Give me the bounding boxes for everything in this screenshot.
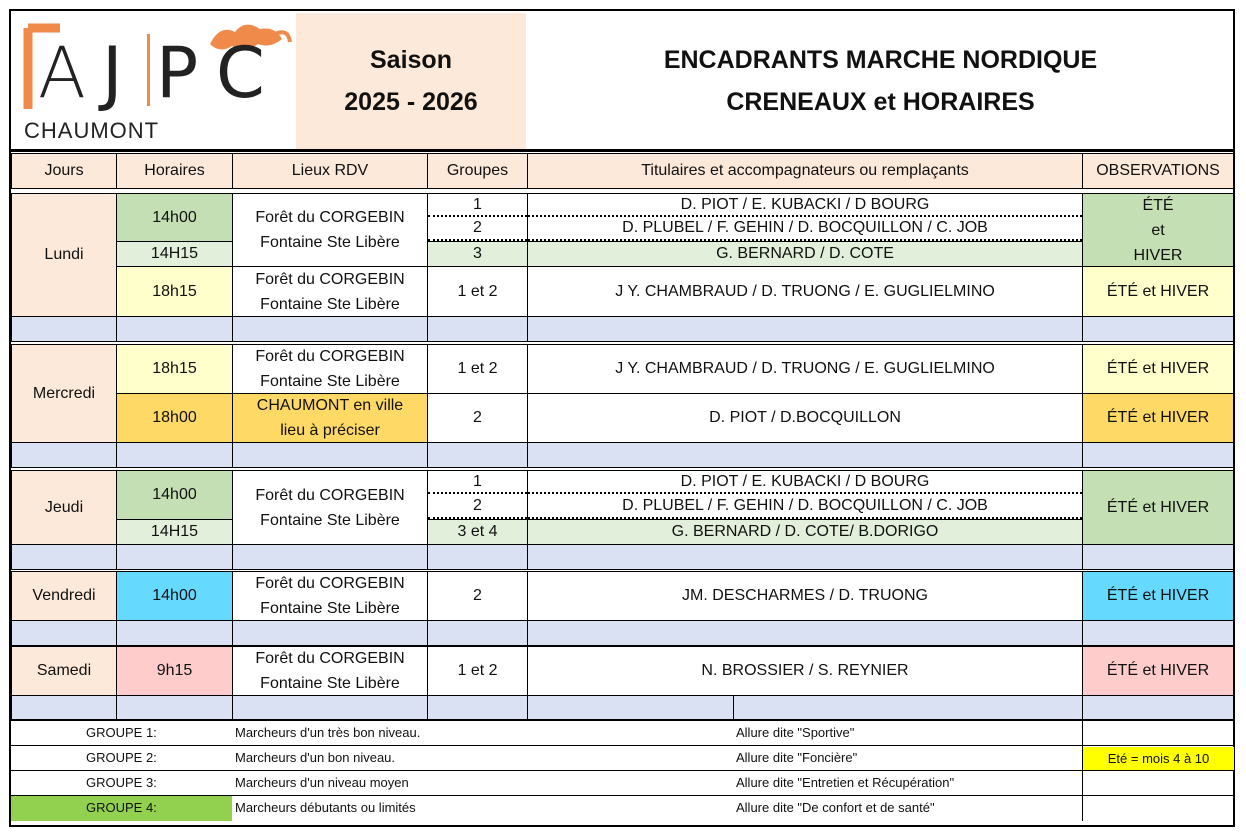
mercredi-obs-2: ÉTÉ et HIVER [1082,393,1234,443]
vendredi-time: 14h00 [116,571,233,621]
samedi-group: 1 et 2 [427,646,528,696]
location-line2: Fontaine Ste Libère [260,511,400,529]
vendredi-obs: ÉTÉ et HIVER [1082,571,1234,621]
spacer-row [527,620,1083,646]
mercredi-obs-1: ÉTÉ et HIVER [1082,344,1234,394]
col-header-titulaires: Titulaires et accompagnateurs ou remplaçants [527,153,1083,189]
mercredi-time-1: 18h15 [116,344,233,394]
jeudi-group-3: 3 et 4 [427,519,528,545]
lundi-group-3: 3 [427,241,528,267]
jeudi-group-1: 1 [428,471,527,494]
legend-row [11,721,1234,746]
location-line1: Forêt du CORGEBIN [255,486,405,504]
lundi-person-1: D. PIOT / E. KUBACKI / D BOURG [528,194,1082,217]
jeudi-time-1: 14h00 [116,470,233,520]
lundi-time-3: 18h15 [116,266,233,317]
lundi-group-4: 1 et 2 [427,266,528,317]
spacer-row [1082,316,1234,342]
jeudi-location [232,470,428,545]
day-mercredi: Mercredi [11,344,117,443]
spacer-row [527,695,734,720]
col-header-horaires: Horaires [116,153,233,189]
legend-pace: Allure dite "De confort et de santé" [736,800,935,815]
spacer-row [1082,695,1234,720]
location-line2: Fontaine Ste Libère [260,234,400,251]
legend-desc: Marcheurs d'un niveau moyen [235,775,409,790]
location-line2: lieu à préciser [280,422,380,439]
spacer-row [1082,620,1234,646]
legend-note-column [1082,721,1234,821]
lundi-location-2 [232,266,428,317]
spacer-row [427,620,528,646]
jeudi-person-3: G. BERNARD / D. COTE/ B.DORIGO [527,519,1083,545]
jeudi-time-2: 14H15 [116,519,233,545]
lundi-time-1: 14h00 [116,193,233,242]
spacer-row [1082,544,1234,570]
logo [20,14,295,144]
lundi-group-2: 2 [428,217,527,241]
lundi-location-1 [232,193,428,267]
location-line1: Forêt du CORGEBIN [255,575,405,592]
legend-desc: Marcheurs d'un très bon niveau. [235,725,421,740]
spacer-row [527,442,1083,468]
spacer-row [427,695,528,720]
legend-group: GROUPE 3: [86,775,157,790]
jeudi-person-1: D. PIOT / E. KUBACKI / D BOURG [528,471,1082,494]
spacer-row [11,316,117,342]
summer-note: Eté = mois 4 à 10 [1083,747,1234,770]
location-line1: Forêt du CORGEBIN [255,209,405,226]
legend-row [11,771,1234,796]
header-divider [10,149,1234,152]
legend-row [11,746,1234,771]
col-header-jours: Jours [11,153,117,189]
location-line1: Forêt du CORGEBIN [255,270,405,288]
samedi-time: 9h15 [116,646,233,696]
lundi-groups-border [427,193,528,242]
vendredi-person: JM. DESCHARMES / D. TRUONG [527,571,1083,621]
season-label: Saison [370,46,452,74]
day-samedi: Samedi [11,646,117,696]
lundi-obs-1 [1082,193,1234,267]
lundi-person-4: J Y. CHAMBRAUD / D. TRUONG / E. GUGLIELMINO [527,266,1083,317]
vendredi-group: 2 [427,571,528,621]
lundi-group-1: 1 [428,194,527,217]
legend-group: GROUPE 4: [86,800,157,815]
logo-letter-j: J [102,32,123,114]
lundi-person-2: D. PLUBEL / F. GEHIN / D. BOCQUILLON / C. JOB [528,217,1082,241]
lundi-person-3: G. BERNARD / D. COTE [527,241,1083,267]
spacer-row [116,544,233,570]
location-line2: Fontaine Ste Libère [260,675,400,692]
obs-line2: et [1151,221,1165,239]
samedi-location [232,646,428,696]
mercredi-group-2: 2 [427,393,528,443]
title-line1: ENCADRANTS MARCHE NORDIQUE [663,46,1098,74]
jeudi-persons-border [527,470,1083,520]
spacer-row [232,544,428,570]
logo-city: CHAUMONT [24,118,160,143]
season-box [296,13,526,149]
logo-letter-p: P [156,32,199,114]
title-line2: CRENEAUX et HORAIRES [726,88,1035,116]
spacer-row [11,544,117,570]
obs-line3: HIVER [1133,246,1183,264]
day-jeudi: Jeudi [11,470,117,545]
spacer-row [116,316,233,342]
mercredi-time-2: 18h00 [116,393,233,443]
mercredi-person-1: J Y. CHAMBRAUD / D. TRUONG / E. GUGLIELMINO [527,344,1083,394]
jeudi-groups-border [427,470,528,520]
legend-pace: Allure dite "Sportive" [736,725,855,740]
legend-pace: Allure dite "Entretien et Récupération" [736,775,955,790]
spacer-row [116,442,233,468]
jeudi-obs: ÉTÉ et HIVER [1082,470,1234,545]
page-title [528,13,1233,149]
day-lundi: Lundi [11,193,117,317]
mercredi-location-1 [232,344,428,394]
spacer-row [232,442,428,468]
mercredi-person-2: D. PIOT / D.BOCQUILLON [527,393,1083,443]
legend-desc: Marcheurs débutants ou limités [235,800,416,815]
spacer-row [427,544,528,570]
obs-line1: ÉTÉ [1142,196,1174,214]
location-line2: Fontaine Ste Libère [260,373,400,390]
spacer-row [232,620,428,646]
spacer-row [427,442,528,468]
legend-desc: Marcheurs d'un bon niveau. [235,750,396,765]
spacer-row [232,695,428,720]
lundi-persons-border [527,193,1083,242]
samedi-person: N. BROSSIER / S. REYNIER [527,646,1083,696]
samedi-obs: ÉTÉ et HIVER [1082,646,1234,696]
logo-letter-c: C [216,32,265,114]
logo-letter-a: A [38,32,86,114]
spacer-row [527,316,1083,342]
spacer-row [11,695,117,720]
legend-group: GROUPE 2: [86,750,157,765]
spacer-row [11,620,117,646]
col-header-groupes: Groupes [427,153,528,189]
lundi-time-2: 14H15 [116,241,233,267]
legend-row [11,796,1234,821]
lundi-obs-2: ÉTÉ et HIVER [1082,266,1234,317]
location-line1: CHAUMONT en ville [256,397,404,414]
jeudi-person-2: D. PLUBEL / F. GEHIN / D. BOCQUILLON / C. JOB [528,494,1082,519]
spacer-row [232,316,428,342]
spacer-row [527,544,1083,570]
vendredi-location [232,571,428,621]
location-line2: Fontaine Ste Libère [260,600,400,617]
spacer-row [733,695,1083,720]
location-line1: Forêt du CORGEBIN [255,348,405,365]
location-line1: Forêt du CORGEBIN [255,650,405,667]
jeudi-group-2: 2 [428,494,527,519]
location-line2: Fontaine Ste Libère [260,295,400,313]
spacer-row [427,316,528,342]
spacer-row [1082,442,1234,468]
spacer-row [11,442,117,468]
logo-separator [147,34,150,106]
legend-group: GROUPE 1: [86,725,157,740]
col-header-lieux: Lieux RDV [232,153,428,189]
season-years: 2025 - 2026 [344,88,478,116]
legend-pace: Allure dite "Foncière" [736,750,858,765]
spacer-row [116,695,233,720]
mercredi-location-2 [232,393,428,443]
day-vendredi: Vendredi [11,571,117,621]
spacer-row [116,620,233,646]
col-header-observations: OBSERVATIONS [1082,153,1234,189]
mercredi-group-1: 1 et 2 [427,344,528,394]
